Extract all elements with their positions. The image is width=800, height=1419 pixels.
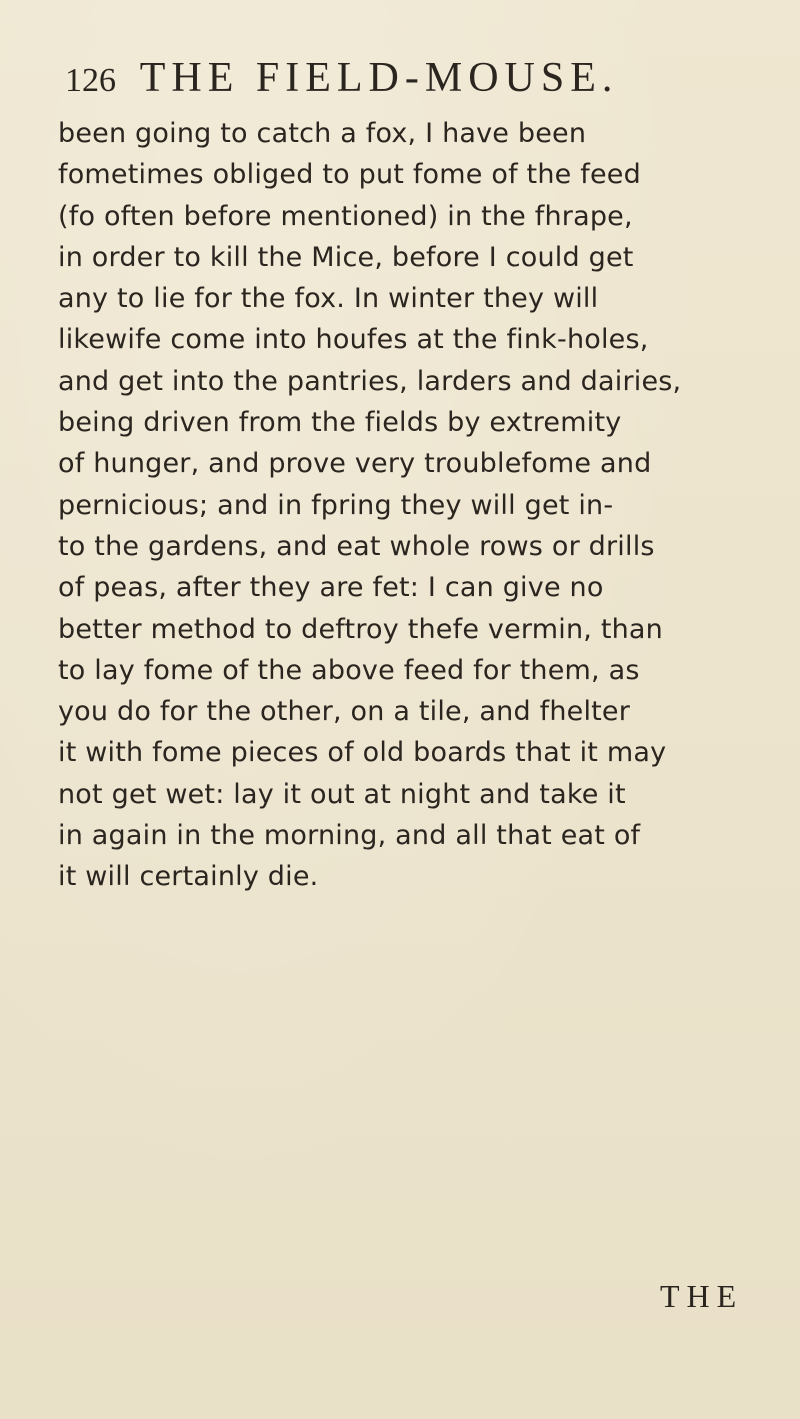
- text-line: being driven from the fields by extremity: [58, 407, 622, 439]
- text-line: in again in the morning, and all that eat of: [58, 820, 641, 852]
- text-line: to the gardens, and eat whole rows or drills: [58, 530, 655, 562]
- text-line: it will certainly die.: [58, 861, 319, 893]
- text-line: pernicious; and in fpring they will get in-: [58, 489, 614, 521]
- text-line: better method to deftroy thefe vermin, than: [58, 613, 663, 645]
- page-number: 126: [65, 62, 116, 99]
- text-line: likewife come into houfes at the fink-holes,: [58, 324, 649, 356]
- running-title: THE FIELD-MOUSE.: [139, 55, 619, 101]
- page-header: [65, 52, 765, 104]
- text-line: (fo often before mentioned) in the fhrape,: [58, 200, 633, 232]
- text-line: been going to catch a fox, I have been: [58, 118, 587, 149]
- text-line: of peas, after they are fet: I can give no: [58, 572, 604, 604]
- text-line: in order to kill the Mice, before I could get: [58, 241, 634, 273]
- catchword: THE: [660, 1278, 744, 1314]
- text-line: fometimes obliged to put fome of the feed: [58, 159, 641, 191]
- text-line: it with fome pieces of old boards that it may: [58, 737, 667, 769]
- text-line: of hunger, and prove very troublefome and: [58, 448, 652, 480]
- text-line: you do for the other, on a tile, and fhelter: [58, 696, 631, 728]
- text-line: to lay fome of the above feed for them, as: [58, 654, 640, 686]
- text-line: not get wet: lay it out at night and take it: [58, 778, 626, 810]
- text-line: and get into the pantries, larders and dairies,: [58, 365, 682, 397]
- body-text: [58, 113, 778, 898]
- text-line: any to lie for the fox. In winter they will: [58, 283, 599, 315]
